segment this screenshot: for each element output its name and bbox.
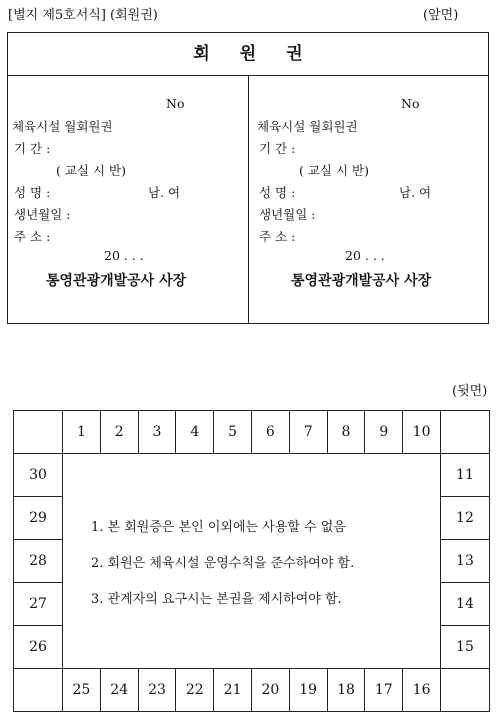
grid-corner: [14, 411, 63, 454]
card-gender: 남. 여: [148, 185, 181, 200]
note-item: 1. 본 회원증은 본인 이외에는 사용할 수 없음: [91, 519, 346, 535]
card-period-label: 기 간 :: [259, 141, 296, 156]
grid-cell: 3: [138, 411, 176, 454]
grid-cell: 20: [251, 669, 289, 712]
grid-cell: 18: [327, 669, 365, 712]
grid-cell: 9: [365, 411, 403, 454]
grid-cell: 14: [440, 583, 489, 626]
note-item: 2. 회원은 체육시설 운영수칙을 준수하여야 함.: [91, 555, 355, 571]
card-no: No: [166, 96, 185, 111]
card-gender: 남. 여: [399, 185, 432, 200]
grid-cell: 6: [251, 411, 289, 454]
card-issuer: 통영관광개발공사 사장: [46, 273, 187, 289]
card-birth-label: 생년월일 :: [259, 207, 316, 222]
grid-cell: 19: [289, 669, 327, 712]
grid-cell: 11: [440, 454, 489, 497]
card-name-label: 성 명 :: [259, 185, 296, 200]
page-title: 회원권: [193, 44, 333, 64]
grid-cell: 7: [289, 411, 327, 454]
grid-cell: 28: [14, 540, 63, 583]
card-facility: 체육시설 월회원권: [12, 119, 113, 134]
note-item: 3. 관계자의 요구시는 본권을 제시하여야 함.: [91, 591, 342, 607]
grid-corner: [440, 669, 489, 712]
grid-cell: 5: [214, 411, 252, 454]
grid-cell: 22: [176, 669, 214, 712]
grid-cell: 17: [365, 669, 403, 712]
front-title-row: [8, 33, 488, 76]
grid-cell: 26: [14, 626, 63, 669]
grid-cell: 21: [214, 669, 252, 712]
grid-cell: 29: [14, 497, 63, 540]
grid-cell: 4: [176, 411, 214, 454]
card-address-label: 주 소 :: [14, 229, 51, 244]
grid-cell: 16: [403, 669, 441, 712]
back-side-label: (뒷면): [452, 384, 488, 399]
form-label: [별지 제5호서식] (회원권): [8, 8, 158, 23]
card-name-label: 성 명 :: [14, 185, 51, 200]
card-address-label: 주 소 :: [259, 229, 296, 244]
front-side: [7, 32, 489, 324]
grid-cell: 30: [14, 454, 63, 497]
grid-cell: 2: [100, 411, 138, 454]
grid-corner: [440, 411, 489, 454]
grid-cell: 25: [63, 669, 101, 712]
grid-cell: 15: [440, 626, 489, 669]
front-side-label: (앞면): [423, 8, 459, 23]
grid-cell: 23: [138, 669, 176, 712]
grid-corner: [14, 669, 63, 712]
card-period-label: 기 간 :: [14, 141, 51, 156]
grid-cell: 27: [14, 583, 63, 626]
card-class-line: ( 교실 시 반): [56, 163, 126, 178]
usage-stamp-grid: [13, 410, 490, 712]
membership-card-right: [249, 75, 489, 324]
grid-cell: 8: [327, 411, 365, 454]
card-no: No: [401, 96, 420, 111]
grid-cell: 10: [403, 411, 441, 454]
grid-cell: 24: [100, 669, 138, 712]
usage-notes: [63, 454, 441, 669]
membership-card-left: [8, 75, 248, 324]
card-date: 20 . . .: [345, 248, 385, 263]
grid-cell: 1: [63, 411, 101, 454]
card-issuer: 통영관광개발공사 사장: [291, 273, 432, 289]
card-class-line: ( 교실 시 반): [299, 163, 369, 178]
card-date: 20 . . .: [104, 248, 144, 263]
grid-cell: 13: [440, 540, 489, 583]
card-facility: 체육시설 월회원권: [257, 119, 358, 134]
card-birth-label: 생년월일 :: [14, 207, 71, 222]
grid-cell: 12: [440, 497, 489, 540]
